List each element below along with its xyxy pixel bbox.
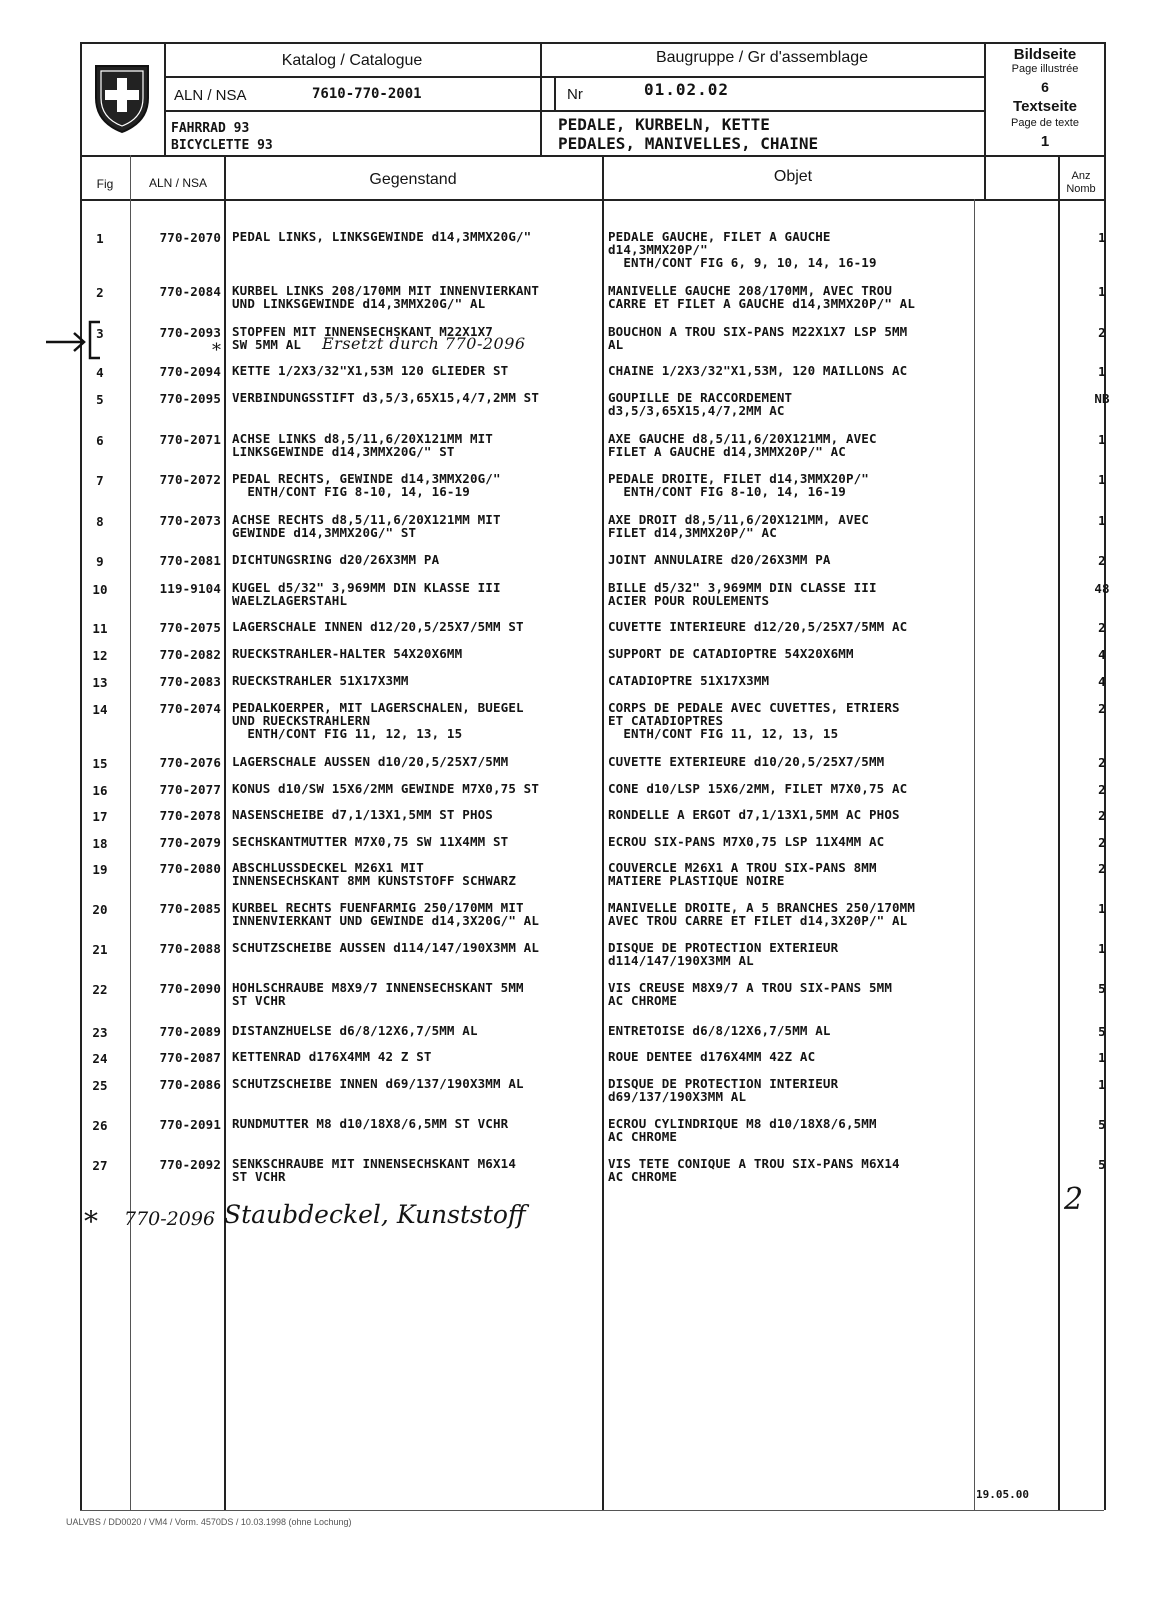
row-fig-number: 19 [92, 862, 108, 877]
row-aln-number: 770-2073 [159, 513, 221, 528]
row-fig-number: 15 [92, 756, 108, 771]
row-description-fr: PEDALE GAUCHE, FILET A GAUCHE d14,3MMX20P/" ENTH/CONT FIG 6, 9, 10, 14, 16-19 [608, 229, 877, 270]
frame-left-border [80, 42, 82, 1510]
baugruppe-label: Baugruppe / Gr d'assemblage [655, 49, 869, 66]
row-fig-number: 4 [96, 365, 104, 380]
row-aln-number: 770-2089 [159, 1024, 221, 1039]
row-aln-number: 770-2077 [159, 782, 221, 797]
swiss-shield-logo [90, 60, 154, 136]
row-description-fr: GOUPILLE DE RACCORDEMENT d3,5/3,65X15,4/7,2MM AC [608, 390, 793, 418]
column-header-objet: Objet [773, 168, 813, 185]
aln-column-divider [224, 155, 226, 1510]
row-description-fr: ROUE DENTEE d176X4MM 42Z AC [608, 1049, 816, 1064]
row-fig-number: 7 [96, 473, 104, 488]
row-description-de: PEDALKOERPER, MIT LAGERSCHALEN, BUEGEL UND RUECKSTRAHLERN ENTH/CONT FIG 11, 12, 13, 15 [232, 700, 524, 741]
row-quantity: 2 [1098, 861, 1106, 876]
gegenstand-column-divider [602, 155, 604, 1510]
frame-bottom-border [80, 1510, 1104, 1511]
header-row1-divider [164, 76, 984, 78]
row-quantity: NB [1094, 391, 1110, 406]
header-bottom-border [80, 155, 1104, 157]
column-header-aln: ALN / NSA [148, 176, 208, 190]
vehicle-fr: BICYCLETTE 93 [171, 138, 273, 153]
row-description-de: HOHLSCHRAUBE M8X9/7 INNENSECHSKANT 5MM ST VCHR [232, 980, 524, 1008]
textseite-value: 1 [1040, 133, 1050, 150]
row-description-de: KURBEL RECHTS FUENFARMIG 250/170MM MIT INNENVIERKANT UND GEWINDE d14,3X20G/" AL [232, 900, 540, 928]
row-fig-number: 27 [92, 1158, 108, 1173]
row-aln-number: 770-2091 [159, 1117, 221, 1132]
row-description-fr: BOUCHON A TROU SIX-PANS M22X1X7 LSP 5MM AL [608, 324, 908, 352]
row-quantity: 1 [1098, 901, 1106, 916]
row-fig-number: 10 [92, 582, 108, 597]
row-aln-number: 770-2090 [159, 981, 221, 996]
row-fig-number: 16 [92, 783, 108, 798]
row-fig-number: 24 [92, 1051, 108, 1066]
row-quantity: 2 [1098, 620, 1106, 635]
row-fig-number: 23 [92, 1025, 108, 1040]
row-description-de: DICHTUNGSRING d20/26X3MM PA [232, 552, 440, 567]
row-description-fr: MANIVELLE DROITE, A 5 BRANCHES 250/170MM AVEC TROU CARRE ET FILET d14,3X20P/" AL [608, 900, 916, 928]
frame-top-border [80, 42, 1104, 44]
row-aln-number: 770-2093 [159, 325, 221, 340]
row-description-de: ACHSE RECHTS d8,5/11,6/20X121MM MIT GEWINDE d14,3MMX20G/" ST [232, 512, 501, 540]
row-quantity: 1 [1098, 513, 1106, 528]
handwritten-new-description: Staubdeckel, Kunststoff [224, 1200, 526, 1229]
row-aln-number: 770-2071 [159, 432, 221, 447]
row-description-de: RUECKSTRAHLER-HALTER 54X20X6MM [232, 646, 463, 661]
row-quantity: 2 [1098, 701, 1106, 716]
row-description-de: STOPFEN MIT INNENSECHSKANT M22X1X7 SW 5MM AL [232, 324, 493, 352]
nr-divider [554, 76, 556, 110]
row-description-de: SCHUTZSCHEIBE AUSSEN d114/147/190X3MM AL [232, 940, 540, 955]
row-description-de: ABSCHLUSSDECKEL M26X1 MIT INNENSECHSKANT 8MM KUNSTSTOFF SCHWARZ [232, 860, 516, 888]
aln-nsa-value: 7610-770-2001 [312, 86, 422, 102]
page-texte-label: Page de texte [1011, 117, 1079, 129]
row-fig-number: 18 [92, 836, 108, 851]
handwritten-new-aln: 770-2096 [124, 1208, 216, 1230]
row-description-fr: SUPPORT DE CATADIOPTRE 54X20X6MM [608, 646, 854, 661]
row-fig-number: 13 [92, 675, 108, 690]
row-quantity: 1 [1098, 230, 1106, 245]
row-description-fr: BILLE d5/32" 3,969MM DIN CLASSE III ACIER POUR ROULEMENTS [608, 580, 877, 608]
row-description-de: KONUS d10/SW 15X6/2MM GEWINDE M7X0,75 ST [232, 781, 540, 796]
row-description-de: KETTE 1/2X3/32"X1,53M 120 GLIEDER ST [232, 363, 509, 378]
row-fig-number: 21 [92, 942, 108, 957]
page-illustree-label: Page illustrée [1011, 63, 1079, 75]
row-quantity: 5 [1098, 1117, 1106, 1132]
row-fig-number: 3 [96, 326, 104, 341]
row-fig-number: 11 [92, 621, 108, 636]
row-fig-number: 8 [96, 514, 104, 529]
row-quantity: 5 [1098, 981, 1106, 996]
row-description-de: VERBINDUNGSSTIFT d3,5/3,65X15,4/7,2MM ST [232, 390, 540, 405]
row-description-fr: CATADIOPTRE 51X17X3MM [608, 673, 770, 688]
row-description-fr: CORPS DE PEDALE AVEC CUVETTES, ETRIERS ET CATADIOPTRES ENTH/CONT FIG 11, 12, 13, 15 [608, 700, 900, 741]
row-aln-number: 770-2085 [159, 901, 221, 916]
row-quantity: 1 [1098, 364, 1106, 379]
katalog-label: Katalog / Catalogue [281, 52, 423, 69]
row-aln-number: 770-2094 [159, 364, 221, 379]
row-fig-number: 1 [96, 231, 104, 246]
row-description-de: RUNDMUTTER M8 d10/18X8/6,5MM ST VCHR [232, 1116, 509, 1131]
row-description-de: RUECKSTRAHLER 51X17X3MM [232, 673, 409, 688]
row-aln-number: 770-2079 [159, 835, 221, 850]
form-reference-note: UALVBS / DD0020 / VM4 / Vorm. 4570DS / 10.03.1998 (ohne Lochung) [66, 1517, 352, 1527]
row-description-fr: MANIVELLE GAUCHE 208/170MM, AVEC TROU CARRE ET FILET A GAUCHE d14,3MMX20P/" AL [608, 283, 916, 311]
row-quantity: 1 [1098, 472, 1106, 487]
nr-label: Nr [567, 86, 583, 103]
row-description-fr: ENTRETOISE d6/8/12X6,7/5MM AL [608, 1023, 831, 1038]
revision-marker-arrow [42, 316, 118, 364]
handwritten-star-new-part: * [84, 1205, 98, 1238]
row-description-fr: CHAINE 1/2X3/32"X1,53M, 120 MAILLONS AC [608, 363, 908, 378]
row-fig-number: 17 [92, 809, 108, 824]
row-aln-number: 770-2088 [159, 941, 221, 956]
row-quantity: 2 [1098, 782, 1106, 797]
row-quantity: 5 [1098, 1024, 1106, 1039]
row-quantity: 4 [1098, 647, 1106, 662]
row-description-de: DISTANZHUELSE d6/8/12X6,7/5MM AL [232, 1023, 478, 1038]
row-description-fr: VIS CREUSE M8X9/7 A TROU SIX-PANS 5MM AC CHROME [608, 980, 892, 1008]
column-header-fig: Fig [96, 177, 114, 191]
anz-column-divider [1058, 155, 1060, 1510]
row-description-fr: AXE GAUCHE d8,5/11,6/20X121MM, AVEC FILET A GAUCHE d14,3MMX20P/" AC [608, 431, 877, 459]
row-description-fr: CUVETTE EXTERIEURE d10/20,5/25X7/5MM [608, 754, 885, 769]
row-description-fr: JOINT ANNULAIRE d20/26X3MM PA [608, 552, 831, 567]
row-description-de: SECHSKANTMUTTER M7X0,75 SW 11X4MM ST [232, 834, 509, 849]
row-aln-number: 770-2081 [159, 553, 221, 568]
handwritten-replaced-note: Ersetzt durch 770-2096 [322, 334, 526, 353]
row-description-de: KETTENRAD d176X4MM 42 Z ST [232, 1049, 432, 1064]
row-fig-number: 26 [92, 1118, 108, 1133]
aln-nsa-label: ALN / NSA [174, 87, 247, 104]
row-aln-number: 770-2074 [159, 701, 221, 716]
row-description-de: KURBEL LINKS 208/170MM MIT INNENVIERKANT UND LINKSGEWINDE d14,3MMX20G/" AL [232, 283, 540, 311]
column-header-nomb: Nomb [1066, 183, 1096, 195]
fig-column-divider [130, 155, 131, 1510]
row-aln-number: 119-9104 [159, 581, 221, 596]
row-aln-number: 770-2087 [159, 1050, 221, 1065]
row-quantity: 2 [1098, 553, 1106, 568]
header-row2-divider [164, 110, 984, 112]
row-description-de: KUGEL d5/32" 3,969MM DIN KLASSE III WAELZLAGERSTAHL [232, 580, 501, 608]
row-description-de: SENKSCHRAUBE MIT INNENSECHSKANT M6X14 ST VCHR [232, 1156, 516, 1184]
group-title-fr: PEDALES, MANIVELLES, CHAINE [558, 134, 819, 153]
row-quantity: 1 [1098, 941, 1106, 956]
row-description-de: NASENSCHEIBE d7,1/13X1,5MM ST PHOS [232, 807, 493, 822]
row-description-fr: COUVERCLE M26X1 A TROU SIX-PANS 8MM MATIERE PLASTIQUE NOIRE [608, 860, 877, 888]
group-title-de: PEDALE, KURBELN, KETTE [558, 115, 770, 134]
row-aln-number: 770-2076 [159, 755, 221, 770]
row-aln-number: 770-2070 [159, 230, 221, 245]
row-description-de: ACHSE LINKS d8,5/11,6/20X121MM MIT LINKSGEWINDE d14,3MMX20G/" ST [232, 431, 493, 459]
row-description-de: PEDAL RECHTS, GEWINDE d14,3MMX20G/" ENTH/CONT FIG 8-10, 14, 16-19 [232, 471, 501, 499]
row-quantity: 5 [1098, 1157, 1106, 1172]
row-description-de: LAGERSCHALE INNEN d12/20,5/25X7/5MM ST [232, 619, 524, 634]
row-description-fr: PEDALE DROITE, FILET d14,3MMX20P/" ENTH/CONT FIG 8-10, 14, 16-19 [608, 471, 869, 499]
row-aln-number: 770-2078 [159, 808, 221, 823]
row-description-de: LAGERSCHALE AUSSEN d10/20,5/25X7/5MM [232, 754, 509, 769]
row-description-fr: VIS TETE CONIQUE A TROU SIX-PANS M6X14 AC CHROME [608, 1156, 900, 1184]
column-header-gegenstand: Gegenstand [369, 171, 457, 188]
row-aln-number: 770-2086 [159, 1077, 221, 1092]
row-quantity: 1 [1098, 1050, 1106, 1065]
row-description-de: SCHUTZSCHEIBE INNEN d69/137/190X3MM AL [232, 1076, 524, 1091]
row-description-fr: ECROU SIX-PANS M7X0,75 LSP 11X4MM AC [608, 834, 885, 849]
row-fig-number: 12 [92, 648, 108, 663]
revision-date: 19.05.00 [976, 1488, 1029, 1501]
row-quantity: 2 [1098, 325, 1106, 340]
row-description-fr: CUVETTE INTERIEURE d12/20,5/25X7/5MM AC [608, 619, 908, 634]
row-quantity: 2 [1098, 755, 1106, 770]
column-header-bottom-border [80, 199, 1104, 201]
row-fig-number: 6 [96, 433, 104, 448]
textseite-label: Textseite [1013, 98, 1077, 115]
row-fig-number: 20 [92, 902, 108, 917]
row-description-fr: RONDELLE A ERGOT d7,1/13X1,5MM AC PHOS [608, 807, 900, 822]
row-aln-number: 770-2084 [159, 284, 221, 299]
row-quantity: 2 [1098, 835, 1106, 850]
row-aln-number: 770-2095 [159, 391, 221, 406]
row-quantity: 1 [1098, 1077, 1106, 1092]
row-description-fr: DISQUE DE PROTECTION INTERIEUR d69/137/190X3MM AL [608, 1076, 839, 1104]
nr-value: 01.02.02 [644, 80, 730, 99]
row-fig-number: 5 [96, 392, 104, 407]
row-description-fr: DISQUE DE PROTECTION EXTERIEUR d114/147/190X3MM AL [608, 940, 839, 968]
row-quantity: 48 [1094, 581, 1110, 596]
row-fig-number: 25 [92, 1078, 108, 1093]
row-aln-number: 770-2082 [159, 647, 221, 662]
handwritten-star-row3: * [212, 340, 221, 361]
row-fig-number: 2 [96, 285, 104, 300]
row-aln-number: 770-2092 [159, 1157, 221, 1172]
row-quantity: 1 [1098, 284, 1106, 299]
row-aln-number: 770-2080 [159, 861, 221, 876]
vehicle-de: FAHRRAD 93 [171, 121, 250, 136]
row-fig-number: 9 [96, 554, 104, 569]
row-quantity: 2 [1098, 808, 1106, 823]
bildseite-label: Bildseite [1013, 46, 1077, 63]
column-header-anz: Anz [1071, 170, 1091, 182]
row-aln-number: 770-2072 [159, 472, 221, 487]
frame-right-border [1104, 42, 1106, 1510]
bildseite-value: 6 [1041, 79, 1049, 95]
row-fig-number: 14 [92, 702, 108, 717]
row-aln-number: 770-2083 [159, 674, 221, 689]
handwritten-new-quantity: 2 [1064, 1182, 1084, 1217]
row-quantity: 1 [1098, 432, 1106, 447]
row-aln-number: 770-2075 [159, 620, 221, 635]
row-description-fr: CONE d10/LSP 15X6/2MM, FILET M7X0,75 AC [608, 781, 908, 796]
row-description-fr: ECROU CYLINDRIQUE M8 d10/18X8/6,5MM AC CHROME [608, 1116, 877, 1144]
row-description-de: PEDAL LINKS, LINKSGEWINDE d14,3MMX20G/" [232, 229, 532, 244]
objet-column-divider [974, 199, 975, 1510]
row-description-fr: AXE DROIT d8,5/11,6/20X121MM, AVEC FILET d14,3MMX20P/" AC [608, 512, 869, 540]
row-fig-number: 22 [92, 982, 108, 997]
row-quantity: 4 [1098, 674, 1106, 689]
